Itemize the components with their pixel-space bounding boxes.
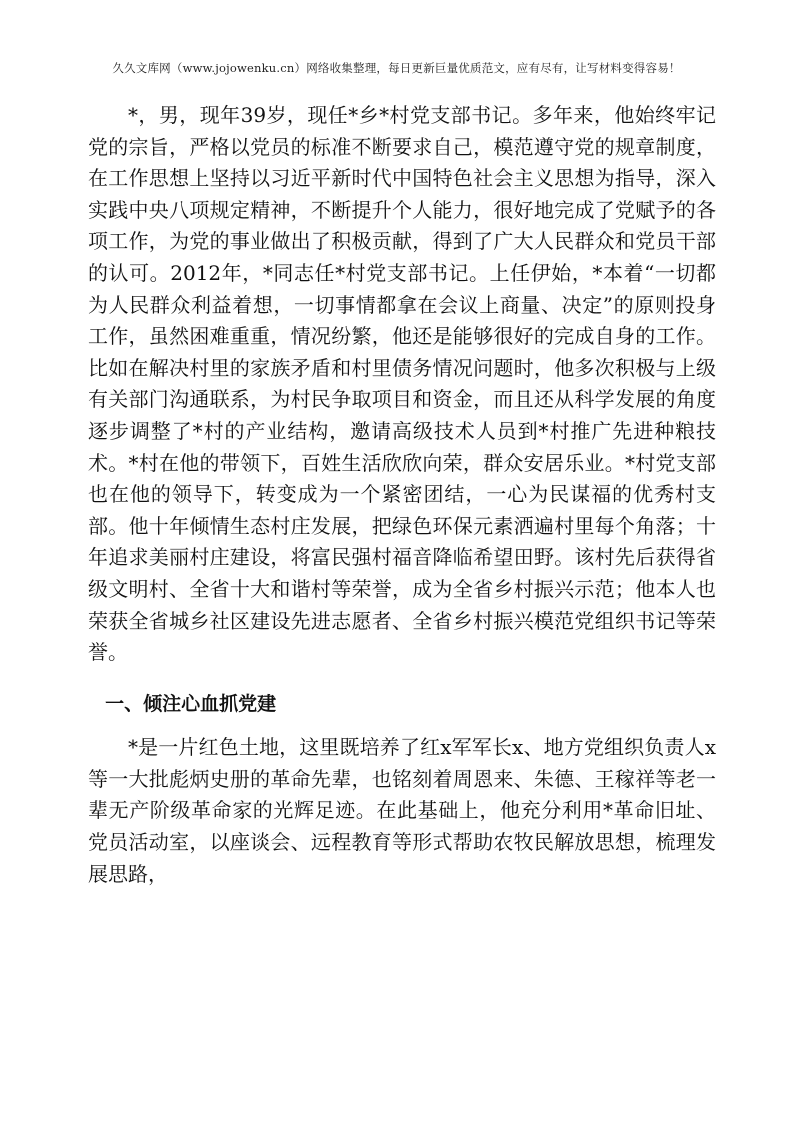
section-heading-1: 一、倾注心血抓党建 xyxy=(105,692,277,715)
paragraph-red-land: *是一片红色土地，这里既培养了红x军军长x、地方党组织负责人x等一大批彪炳史册的革命先辈，也铭刻着周恩来、朱德、王稼祥等老一辈无产阶级革命家的光辉足迹。在此基础上，他充分利用*革命旧址、党员活动室，以座谈会、远程教育等形式帮助农牧民解放思想，梳理发展思路， xyxy=(88,735,716,886)
document-body xyxy=(88,100,716,890)
paragraph-biography: *，男，现年39岁，现任*乡*村党支部书记。多年来，他始终牢记党的宗旨，严格以党员的标准不断要求自己，模范遵守党的规章制度，在工作思想上坚持以习近平新时代中国特色社会主义思想为指导，深入实践中央八项规定精神，不断提升个人能力，很好地完成了党赋予的各项工作，为党的事业做出了积极贡献，得到了广大人民群众和党员干部的认可。2012年，*同志任*村党支部书记。上任伊始，*本着“一切都为人民群众利益着想，一切事情都拿在会议上商量、决定”的原则投身工作，虽然困难重重，情况纷繁，他还是能够很好的完成自身的工作。比如在解决村里的家族矛盾和村里债务情况问题时，他多次积极与上级有关部门沟通联系，为村民争取项目和资金，而且还从科学发展的角度逐步调整了*村的产业结构，邀请高级技术人员到*村推广先进种粮技术。*村在他的带领下，百姓生活欣欣向荣，群众安居乐业。*村党支部也在他的领导下，转变成为一个紧密团结，一心为民谋福的优秀村支部。他十年倾情生态村庄发展，把绿色环保元素洒遍村里每个角落；十年追求美丽村庄建设，将富民强村福音降临希望田野。该村先后获得省级文明村、全省十大和谐村等荣誉，成为全省乡村振兴示范；他本人也荣获全省城乡社区建设先进志愿者、全省乡村振兴模范党组织书记等荣誉。 xyxy=(88,103,716,665)
page-header-watermark: 久久文库网（www.jojowenku.cn）网络收集整理，每日更新巨量优质范文，应有尽有，让写材料变得容易！ xyxy=(112,61,681,75)
